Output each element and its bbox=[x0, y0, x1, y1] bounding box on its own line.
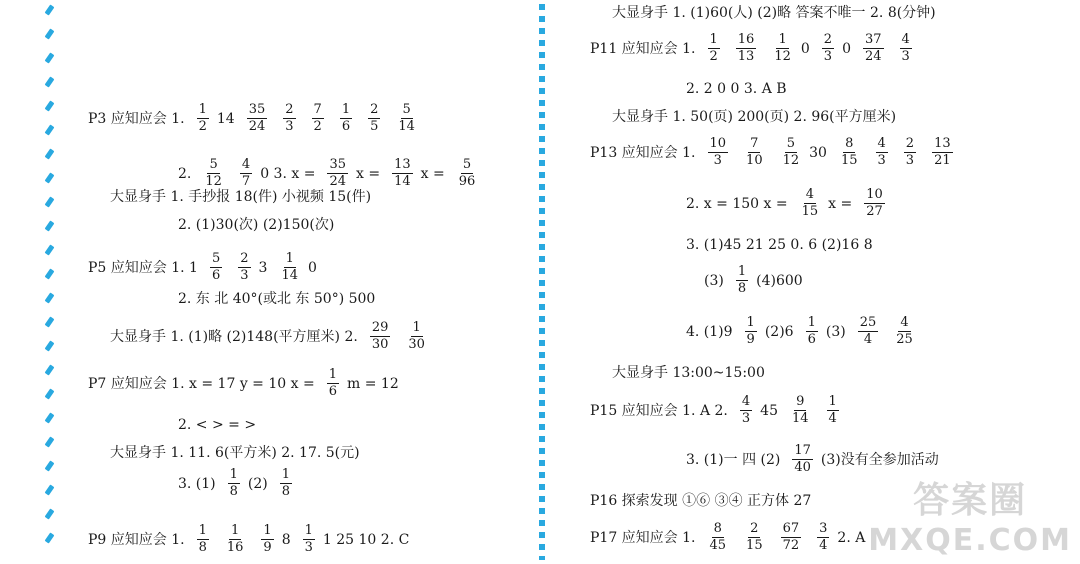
fraction-numerator: 17 bbox=[794, 443, 811, 458]
fraction-denominator: 13 bbox=[737, 49, 755, 64]
decoration-pencil-icon bbox=[44, 532, 56, 546]
right-answer-line bbox=[686, 188, 893, 219]
fraction-numerator: 2 bbox=[823, 32, 833, 47]
fraction-denominator: 3 bbox=[304, 540, 313, 555]
fraction bbox=[744, 137, 765, 168]
right-answer-line bbox=[686, 238, 873, 252]
left-answer-line bbox=[88, 368, 403, 399]
left-answer-line bbox=[178, 468, 300, 499]
decoration-pencil-icon bbox=[44, 340, 56, 354]
fraction-denominator: 21 bbox=[934, 153, 951, 168]
fraction-numerator: 1 bbox=[281, 467, 291, 482]
fraction-numerator: 1 bbox=[328, 367, 337, 382]
right-answer-line bbox=[612, 110, 896, 124]
fraction bbox=[228, 468, 240, 499]
answer-text: 1 25 10 2. C bbox=[322, 531, 410, 548]
right-answer-line bbox=[686, 82, 787, 96]
fraction bbox=[312, 103, 324, 134]
answer-text: 大显身手 1. 手抄报 18(件) 小视频 15(件) bbox=[110, 189, 372, 205]
answer-text: 30 bbox=[809, 144, 827, 161]
decoration-pencil-icon bbox=[44, 52, 56, 66]
fraction bbox=[772, 33, 793, 64]
answer-text: 3. (1)一 四 (2) bbox=[686, 451, 781, 468]
fraction-denominator: 8 bbox=[737, 281, 747, 296]
fraction bbox=[790, 395, 811, 426]
fraction-numerator: 4 bbox=[901, 32, 910, 47]
right-answer-line bbox=[590, 137, 961, 168]
left-answer-line bbox=[88, 103, 425, 134]
answer-text: 大显身手 1. 50(页) 200(页) 2. 96(平方厘米) bbox=[612, 109, 897, 125]
fraction bbox=[280, 468, 292, 499]
fraction bbox=[303, 524, 315, 555]
decoration-pencil-icon bbox=[44, 364, 56, 378]
fraction-numerator: 67 bbox=[782, 521, 800, 536]
fraction bbox=[817, 522, 829, 553]
fraction-denominator: 3 bbox=[823, 49, 833, 64]
fraction-denominator: 15 bbox=[746, 538, 763, 553]
fraction-denominator: 45 bbox=[709, 538, 727, 553]
fraction-numerator: 1 bbox=[263, 523, 272, 538]
answer-text: 45 bbox=[760, 402, 778, 419]
answer-text: P7 应知应会 1. x = 17 y = 10 x = bbox=[88, 375, 315, 392]
fraction-numerator: 35 bbox=[248, 102, 266, 117]
fraction bbox=[392, 158, 413, 189]
fraction bbox=[261, 524, 273, 555]
fraction bbox=[396, 103, 417, 134]
fraction-numerator: 13 bbox=[394, 157, 411, 172]
fraction-denominator: 3 bbox=[905, 153, 915, 168]
answer-text: (3) bbox=[825, 323, 846, 340]
right-answer-line bbox=[590, 494, 811, 508]
watermark-logo bbox=[868, 472, 1072, 558]
fraction-numerator: 13 bbox=[934, 136, 951, 151]
fraction bbox=[283, 103, 295, 134]
fraction-denominator: 4 bbox=[819, 538, 828, 553]
fraction-denominator: 3 bbox=[741, 411, 751, 426]
fraction bbox=[736, 33, 757, 64]
fraction-denominator: 4 bbox=[863, 332, 873, 347]
fraction bbox=[800, 188, 821, 219]
fraction-numerator: 4 bbox=[741, 394, 751, 409]
answer-text: P15 应知应会 1. A 2. bbox=[590, 402, 728, 419]
fraction-numerator: 1 bbox=[746, 315, 755, 330]
fraction-denominator: 15 bbox=[840, 153, 858, 168]
fraction-denominator: 2 bbox=[709, 49, 718, 64]
decoration-pencil-icon bbox=[44, 4, 56, 18]
fraction-denominator: 40 bbox=[794, 460, 811, 475]
answer-text: 8 bbox=[281, 531, 291, 548]
fraction-denominator: 16 bbox=[226, 540, 244, 555]
fraction-denominator: 3 bbox=[901, 49, 910, 64]
fraction-numerator: 3 bbox=[819, 521, 828, 536]
decoration-pencil-icon bbox=[44, 316, 56, 330]
decoration-pencil-icon bbox=[44, 124, 56, 138]
fraction-denominator: 3 bbox=[713, 153, 722, 168]
fraction bbox=[327, 158, 348, 189]
fraction bbox=[368, 103, 380, 134]
right-answer-line bbox=[612, 366, 765, 380]
answer-text: 大显身手 13:00~15:00 bbox=[612, 365, 765, 381]
answer-text: 2. x = 150 x = bbox=[686, 195, 788, 212]
fraction bbox=[827, 395, 839, 426]
decoration-pencil-icon bbox=[44, 292, 56, 306]
fraction-denominator: 24 bbox=[865, 49, 882, 64]
fraction-numerator: 5 bbox=[402, 102, 411, 117]
fraction-denominator: 7 bbox=[241, 174, 251, 189]
fraction-numerator: 7 bbox=[750, 136, 759, 151]
fraction-numerator: 1 bbox=[341, 102, 351, 117]
decoration-pencil-icon bbox=[44, 460, 56, 474]
fraction bbox=[781, 522, 802, 553]
fraction bbox=[736, 265, 748, 296]
fraction bbox=[225, 524, 246, 555]
fraction-denominator: 9 bbox=[746, 332, 755, 347]
left-answer-line bbox=[110, 190, 371, 204]
decoration-pencil-icon bbox=[44, 388, 56, 402]
fraction bbox=[744, 522, 765, 553]
fraction bbox=[708, 137, 729, 168]
fraction-numerator: 1 bbox=[198, 523, 207, 538]
fraction-denominator: 3 bbox=[285, 119, 294, 134]
answer-text: P5 应知应会 1. 1 bbox=[88, 259, 198, 276]
fraction-numerator: 1 bbox=[709, 32, 718, 47]
answer-text: 大显身手 1. 11. 6(平方米) 2. 17. 5(元) bbox=[110, 445, 360, 461]
fraction-denominator: 12 bbox=[782, 153, 800, 168]
answer-text: 3. (1)45 21 25 0. 6 (2)16 8 bbox=[686, 237, 873, 253]
fraction bbox=[781, 137, 802, 168]
fraction-numerator: 1 bbox=[229, 467, 238, 482]
fraction-numerator: 1 bbox=[285, 251, 294, 266]
fraction bbox=[863, 33, 884, 64]
right-answer-line bbox=[590, 33, 920, 64]
answer-text: 2. (1)30(次) (2)150(次) bbox=[178, 217, 335, 233]
fraction-denominator: 25 bbox=[896, 332, 913, 347]
answer-text: P17 应知应会 1. bbox=[590, 529, 696, 546]
answer-text: P9 应知应会 1. bbox=[88, 531, 185, 548]
answer-text: (3)没有全参加活动 bbox=[820, 451, 939, 468]
decoration-pencil-icon bbox=[44, 268, 56, 282]
answer-text: 2. 东 北 40°(或北 东 50°) 500 bbox=[178, 291, 376, 307]
fraction-denominator: 96 bbox=[458, 174, 476, 189]
fraction bbox=[708, 33, 720, 64]
fraction bbox=[932, 137, 953, 168]
fraction-denominator: 12 bbox=[774, 49, 791, 64]
answer-text: 2. A bbox=[837, 529, 866, 546]
answer-text: 4. (1)9 bbox=[686, 323, 733, 340]
fraction-numerator: 29 bbox=[371, 320, 389, 335]
decoration-pencil-icon bbox=[44, 220, 56, 234]
fraction bbox=[839, 137, 860, 168]
fraction bbox=[197, 103, 209, 134]
fraction-denominator: 14 bbox=[281, 268, 298, 283]
decoration-pencil-icon bbox=[44, 244, 56, 258]
fraction bbox=[370, 321, 391, 352]
fraction-denominator: 9 bbox=[263, 540, 272, 555]
fraction bbox=[203, 158, 224, 189]
answer-text: 0 3. x = bbox=[260, 165, 316, 182]
fraction-numerator: 10 bbox=[709, 136, 727, 151]
left-answer-line bbox=[110, 446, 360, 460]
decoration-pencil-icon bbox=[44, 28, 56, 42]
fraction bbox=[876, 137, 888, 168]
fraction bbox=[894, 316, 915, 347]
answer-text: (2)6 bbox=[764, 323, 794, 340]
fraction-denominator: 14 bbox=[398, 119, 415, 134]
fraction bbox=[858, 316, 879, 347]
answer-text: P16 探索发现 ①⑥ ③④ 正方体 27 bbox=[590, 493, 812, 509]
fraction-numerator: 1 bbox=[828, 394, 837, 409]
fraction bbox=[327, 368, 339, 399]
watermark-line2: MXQE.COM bbox=[868, 523, 1072, 558]
fraction-numerator: 10 bbox=[866, 187, 883, 202]
fraction bbox=[822, 33, 834, 64]
fraction-denominator: 2 bbox=[313, 119, 322, 134]
right-answer-line bbox=[686, 444, 943, 475]
fraction-denominator: 24 bbox=[248, 119, 266, 134]
left-answer-line bbox=[178, 292, 375, 306]
right-answer-line bbox=[686, 316, 923, 347]
decoration-pencil-icon bbox=[44, 508, 56, 522]
answer-text: P13 应知应会 1. bbox=[590, 144, 696, 161]
decoration-pencil-icon bbox=[44, 196, 56, 210]
fraction bbox=[806, 316, 818, 347]
fraction bbox=[197, 524, 209, 555]
fraction bbox=[740, 395, 752, 426]
fraction-numerator: 2 bbox=[240, 251, 249, 266]
fraction-denominator: 24 bbox=[329, 174, 346, 189]
answer-text: m = 12 bbox=[347, 375, 399, 392]
decoration-pencil-icon bbox=[44, 412, 56, 426]
fraction bbox=[279, 252, 300, 283]
fraction-denominator: 10 bbox=[746, 153, 763, 168]
fraction-denominator: 6 bbox=[211, 268, 221, 283]
fraction-denominator: 30 bbox=[371, 337, 389, 352]
fraction-denominator: 27 bbox=[866, 204, 883, 219]
left-answer-line bbox=[88, 252, 321, 283]
answer-text: 14 bbox=[216, 110, 235, 127]
fraction-denominator: 6 bbox=[328, 384, 337, 399]
fraction-denominator: 6 bbox=[341, 119, 351, 134]
right-answer-line bbox=[612, 6, 936, 20]
fraction bbox=[904, 137, 916, 168]
fraction-denominator: 4 bbox=[828, 411, 837, 426]
left-answer-line bbox=[88, 524, 413, 555]
answer-text: 3 bbox=[258, 259, 268, 276]
fraction-denominator: 14 bbox=[394, 174, 411, 189]
fraction-numerator: 1 bbox=[231, 523, 240, 538]
fraction-denominator: 3 bbox=[240, 268, 249, 283]
answer-text: (3) bbox=[704, 272, 724, 289]
answer-text: P11 应知应会 1. bbox=[590, 40, 696, 57]
fraction bbox=[406, 321, 427, 352]
left-answer-line bbox=[178, 158, 485, 189]
fraction-numerator: 16 bbox=[737, 32, 755, 47]
answer-text: x = bbox=[828, 195, 853, 212]
answer-text: 2. 2 0 0 3. A B bbox=[686, 81, 787, 97]
fraction-denominator: 15 bbox=[801, 204, 819, 219]
fraction bbox=[864, 188, 885, 219]
fraction-numerator: 1 bbox=[778, 32, 787, 47]
fraction-numerator: 1 bbox=[304, 523, 313, 538]
fraction-denominator: 8 bbox=[229, 484, 238, 499]
fraction-numerator: 5 bbox=[786, 136, 795, 151]
fraction bbox=[238, 252, 250, 283]
left-answer-line bbox=[110, 321, 435, 352]
decoration-pencil-icon bbox=[44, 148, 56, 162]
fraction-denominator: 30 bbox=[408, 337, 425, 352]
answer-text: x = bbox=[355, 165, 381, 182]
fraction-numerator: 2 bbox=[750, 521, 759, 536]
fraction bbox=[745, 316, 757, 347]
answer-text: 2. < > = > bbox=[178, 417, 257, 433]
fraction-numerator: 1 bbox=[198, 102, 207, 117]
fraction-numerator: 2 bbox=[370, 102, 379, 117]
fraction-denominator: 12 bbox=[205, 174, 222, 189]
fraction-denominator: 14 bbox=[791, 411, 809, 426]
answer-text: 0 bbox=[800, 40, 810, 57]
left-answer-line bbox=[178, 218, 334, 232]
right-answer-line bbox=[590, 395, 847, 426]
fraction-numerator: 5 bbox=[209, 157, 218, 172]
decoration-pencil-icon bbox=[44, 76, 56, 90]
right-answer-line bbox=[704, 265, 807, 296]
fraction bbox=[708, 522, 729, 553]
fraction-numerator: 8 bbox=[713, 521, 722, 536]
fraction-numerator: 1 bbox=[737, 264, 747, 279]
fraction bbox=[210, 252, 222, 283]
fraction-numerator: 1 bbox=[412, 320, 421, 335]
fraction bbox=[340, 103, 352, 134]
answer-text: (4)600 bbox=[756, 272, 803, 289]
answer-text: (2) bbox=[247, 475, 268, 492]
decoration-pencil-icon bbox=[44, 436, 56, 450]
fraction-numerator: 35 bbox=[329, 157, 346, 172]
fraction-numerator: 25 bbox=[859, 315, 877, 330]
answer-text: P3 应知应会 1. bbox=[88, 110, 185, 127]
answer-text: 3. (1) bbox=[178, 475, 216, 492]
fraction-numerator: 5 bbox=[462, 157, 472, 172]
fraction-numerator: 9 bbox=[796, 394, 805, 409]
decoration-pencil-icon bbox=[44, 172, 56, 186]
decoration-pencil-icon bbox=[44, 484, 56, 498]
left-answer-line bbox=[178, 418, 256, 432]
fraction-numerator: 37 bbox=[865, 32, 882, 47]
fraction-numerator: 4 bbox=[241, 157, 251, 172]
fraction-numerator: 4 bbox=[805, 187, 814, 202]
fraction-denominator: 6 bbox=[807, 332, 816, 347]
answer-text: 0 bbox=[307, 259, 317, 276]
right-answer-line bbox=[590, 522, 869, 553]
fraction-denominator: 8 bbox=[281, 484, 291, 499]
fraction bbox=[900, 33, 912, 64]
fraction-numerator: 5 bbox=[211, 251, 221, 266]
fraction bbox=[240, 158, 252, 189]
fraction bbox=[792, 444, 813, 475]
fraction-numerator: 4 bbox=[900, 315, 909, 330]
fraction-numerator: 8 bbox=[845, 136, 854, 151]
answer-text: 大显身手 1. (1)60(人) (2)略 答案不唯一 2. 8(分钟) bbox=[612, 5, 936, 21]
decoration-pencil-icon bbox=[44, 100, 56, 114]
fraction-numerator: 2 bbox=[285, 102, 294, 117]
fraction bbox=[247, 103, 268, 134]
fraction bbox=[457, 158, 478, 189]
fraction-numerator: 2 bbox=[905, 136, 915, 151]
center-divider bbox=[539, 4, 545, 560]
answer-text: 大显身手 1. (1)略 (2)148(平方厘米) 2. bbox=[110, 328, 358, 345]
fraction-denominator: 72 bbox=[782, 538, 800, 553]
answer-text: 2. bbox=[178, 165, 192, 182]
fraction-numerator: 1 bbox=[807, 315, 816, 330]
answer-text: 0 bbox=[842, 40, 851, 57]
watermark-line1: 答案圈 bbox=[913, 480, 1028, 521]
answer-text: x = bbox=[420, 165, 445, 182]
fraction-denominator: 8 bbox=[198, 540, 207, 555]
fraction-denominator: 2 bbox=[198, 119, 207, 134]
fraction-numerator: 4 bbox=[877, 136, 886, 151]
fraction-numerator: 7 bbox=[313, 102, 322, 117]
fraction-denominator: 5 bbox=[370, 119, 379, 134]
fraction-denominator: 3 bbox=[877, 153, 886, 168]
